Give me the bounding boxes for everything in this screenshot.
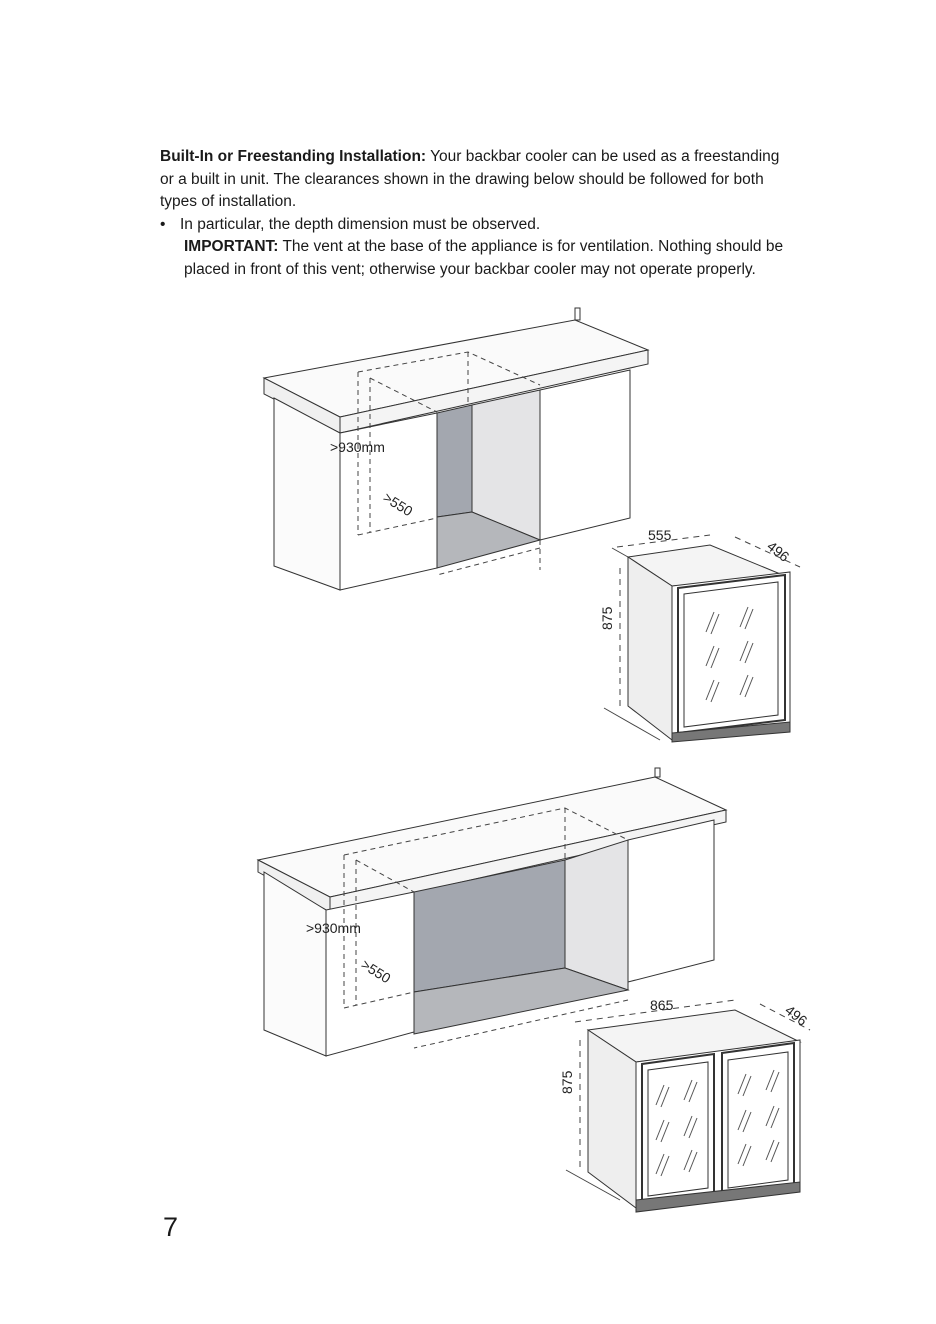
double-width-label: 865 xyxy=(650,997,674,1013)
single-width-label: 555 xyxy=(648,527,672,543)
intro-line-3: types of installation. xyxy=(160,193,297,210)
single-cabinet-illustration xyxy=(264,308,648,590)
intro-line-1-rest: Your backbar cooler can be used as a freestanding xyxy=(426,148,780,165)
double-height-clearance-label: >930mm xyxy=(306,920,361,936)
single-door-cooler-illustration xyxy=(604,535,800,742)
section-heading: Built-In or Freestanding Installation: xyxy=(160,148,427,165)
single-height-label: 875 xyxy=(599,606,615,630)
single-depth-clearance-label: >550 xyxy=(380,488,416,520)
bullet-text: In particular, the depth dimension must be observed. xyxy=(180,215,541,233)
double-depth-label: 496 xyxy=(782,1001,811,1029)
important-line-1-rest: The vent at the base of the appliance is for ventilation. Nothing should be xyxy=(278,238,784,255)
single-height-clearance-label: >930mm xyxy=(330,439,385,455)
double-height-label: 875 xyxy=(559,1070,575,1094)
important-label: IMPORTANT: xyxy=(184,238,279,255)
bullet-icon: • xyxy=(160,215,166,233)
important-line-2: placed in front of this vent; otherwise your backbar cooler may not operate properly. xyxy=(184,260,756,278)
intro-line-2: or a built in unit. The clearances shown in the drawing below should be followed for both xyxy=(160,170,764,188)
single-depth-label: 496 xyxy=(764,537,793,565)
double-depth-clearance-label: >550 xyxy=(358,955,394,987)
page-number: 7 xyxy=(163,1212,179,1242)
double-door-cooler-illustration xyxy=(566,1000,810,1212)
